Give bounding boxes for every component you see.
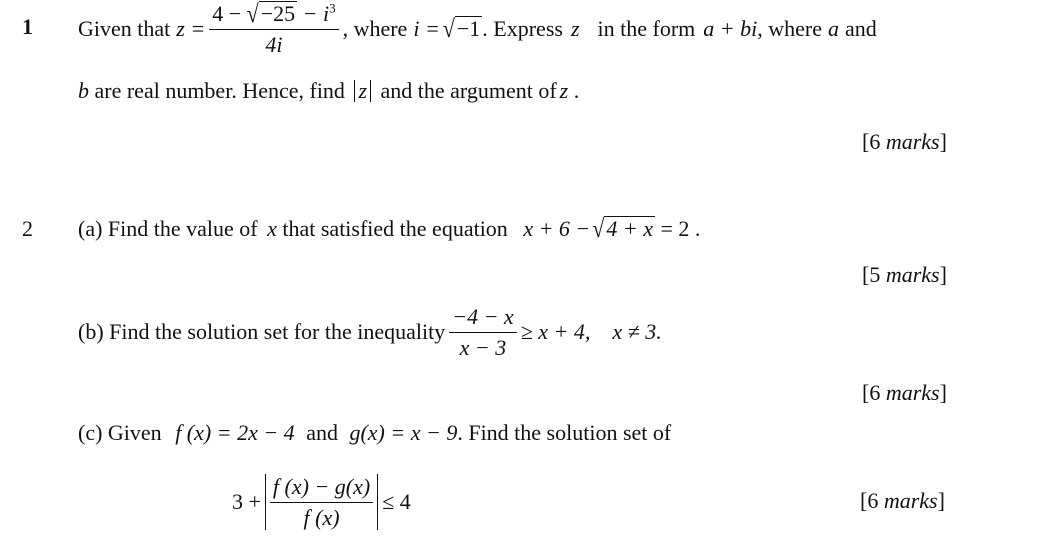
q2c-text2: . Find the solution set of	[457, 420, 672, 445]
q1-and: and	[845, 16, 877, 41]
q2a-text: (a) Find the value of	[78, 216, 258, 241]
q2c-expression	[232, 468, 411, 536]
q1-b-var: b	[78, 78, 89, 103]
q1-where-a: , where	[757, 16, 822, 41]
q2a-eq-sqrt: 4 + x	[606, 216, 653, 241]
q2c-marks-close: ]	[937, 488, 945, 513]
q1-z-end: z	[559, 78, 569, 103]
q2b-text: (b) Find the solution set for the inequality	[78, 319, 446, 344]
question-1-number: 1	[22, 14, 33, 39]
q2b-marks	[862, 380, 947, 406]
q1-period: .	[573, 78, 580, 103]
q1-line2-end: and the argument of	[380, 78, 557, 103]
q2b-fraction-numerator: −4 − x	[449, 304, 516, 332]
q2c-text: (c) Given	[78, 420, 162, 445]
q1-z-eq: z =	[176, 16, 206, 41]
q2a-eq-left: x + 6 −	[523, 216, 591, 241]
q2b-cond: x ≠ 3.	[612, 319, 662, 344]
q2b-fraction-denominator: x − 3	[459, 334, 507, 360]
q2c-marks-num: [6	[860, 488, 879, 513]
q1-intro: Given that	[78, 16, 171, 41]
q2c-absolute-value	[265, 474, 378, 530]
question-1-line-1	[78, 0, 877, 58]
q2c-g-def: g(x) = x − 9	[349, 420, 458, 445]
q1-a-var: a	[828, 16, 839, 41]
q1-fraction	[209, 1, 338, 57]
q2c-f-def: f (x) = 2x − 4	[175, 420, 295, 445]
question-2-number: 2	[22, 216, 33, 241]
sqrt-icon: √	[442, 14, 455, 43]
q2b-marks-word: marks	[885, 380, 940, 405]
q2c-marks	[860, 488, 945, 514]
q1-marks-word: marks	[885, 129, 940, 154]
q1-marks-num: [6	[862, 129, 881, 154]
q2c-fraction-denominator: f (x)	[303, 504, 340, 530]
q1-i-sqrt: −1	[456, 16, 481, 42]
q2c-and: and	[306, 420, 338, 445]
q1-i-def: i =	[413, 16, 440, 41]
q2c-lhs: 3 +	[232, 489, 261, 514]
q2a-marks-close: ]	[939, 262, 947, 287]
q1-fraction-numerator	[209, 1, 338, 29]
q2a-x-var: x	[267, 216, 277, 241]
q1-num-sup: 3	[329, 0, 336, 16]
q2a-eq-right: = 2 .	[660, 216, 701, 241]
q2c-fraction	[270, 474, 373, 530]
question-2c	[78, 420, 671, 446]
q2c-marks-word: marks	[883, 488, 938, 513]
question-2b	[78, 302, 662, 362]
q2b-rhs: ≥ x + 4,	[520, 319, 591, 344]
q1-z-var: z	[570, 16, 580, 41]
q1-line2-text: are real number. Hence, find	[94, 78, 345, 103]
q1-form-expr: a + bi	[703, 16, 758, 41]
q1-num-a: 4 −	[212, 1, 242, 27]
q1-express: . Express	[482, 16, 563, 41]
q2c-fraction-numerator: f (x) − g(x)	[270, 474, 373, 502]
q1-num-b: − i	[302, 1, 330, 27]
q2b-fraction	[449, 304, 516, 360]
question-1-line-2	[78, 78, 579, 104]
q2c-rhs: ≤ 4	[382, 489, 411, 514]
q1-fraction-denominator: 4i	[265, 31, 283, 57]
question-2a	[78, 216, 700, 242]
q1-form-text: in the form	[597, 16, 696, 41]
sqrt-icon: √	[246, 0, 259, 29]
q1-num-sqrt: −25	[260, 1, 296, 27]
q2a-marks	[862, 262, 947, 288]
q1-marks-close: ]	[939, 129, 947, 154]
q2a-marks-word: marks	[885, 262, 940, 287]
q1-where: , where	[342, 16, 408, 41]
q2a-text2: that satisfied the equation	[282, 216, 508, 241]
q1-marks	[862, 129, 947, 155]
q2b-marks-num: [6	[862, 380, 881, 405]
q2b-marks-close: ]	[939, 380, 947, 405]
sqrt-icon: √	[592, 214, 605, 243]
q1-abs-z: z	[354, 80, 371, 102]
q2a-marks-num: [5	[862, 262, 881, 287]
